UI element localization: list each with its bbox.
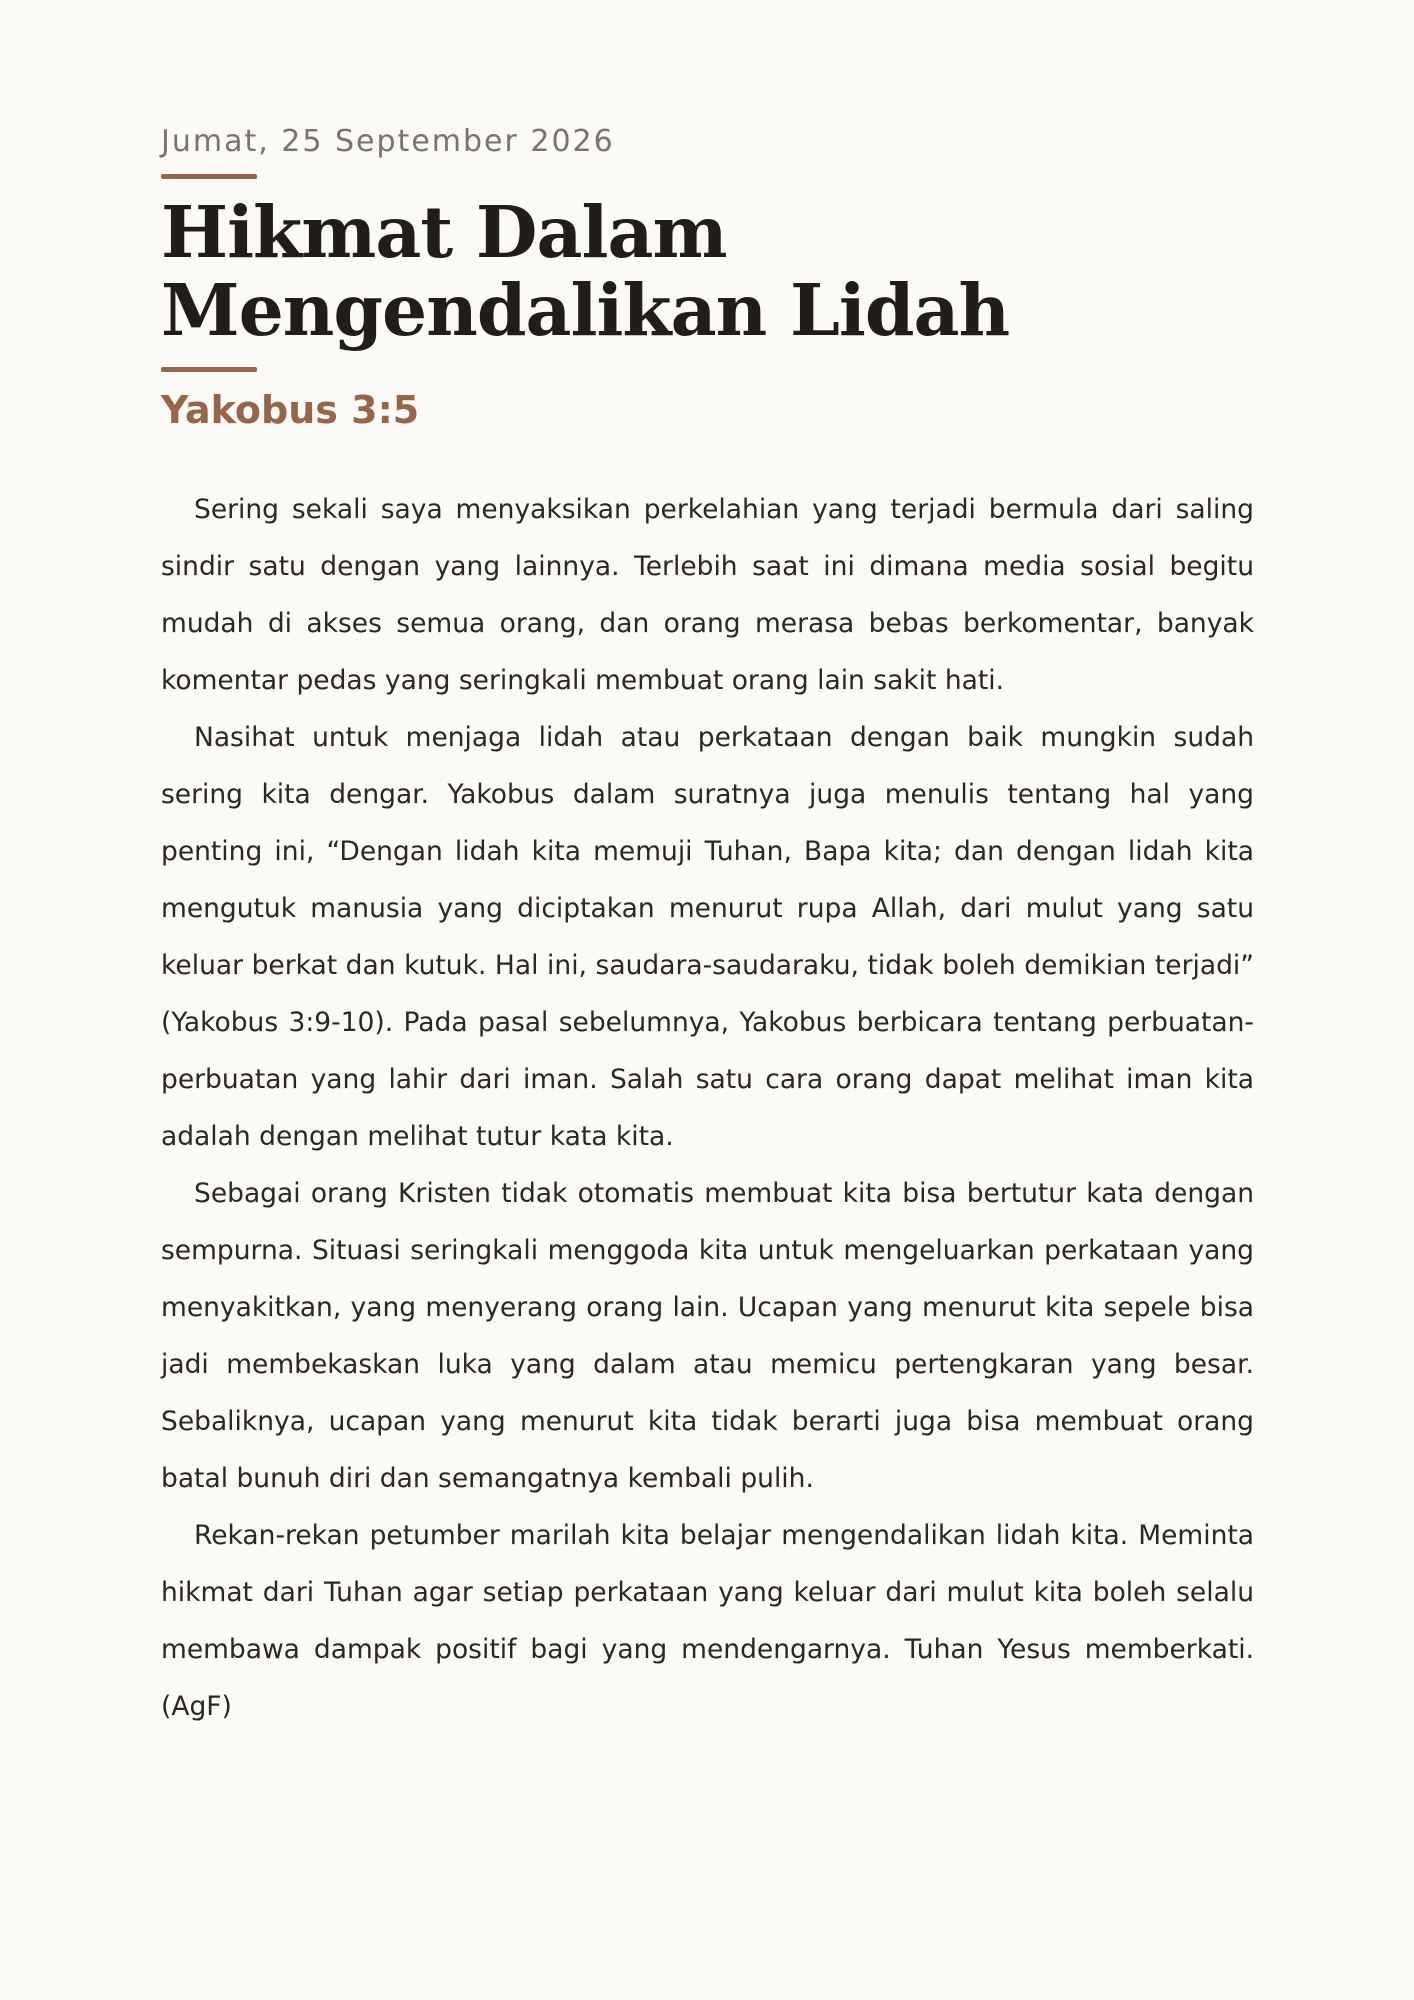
title-divider-top — [161, 174, 257, 179]
paragraph: Nasihat untuk menjaga lidah atau perkataan dengan baik mungkin sudah sering kita dengar. Yakobus dalam suratnya juga menulis tentang hal yang penting ini, “Dengan lidah kita memuji Tuhan, Bapa kita; dan dengan lidah kita mengutuk manusia yang diciptakan menurut rupa Allah, dari mulut yang satu keluar berkat dan kutuk. Hal ini, saudara-saudaraku, tidak boleh demikian terjadi” (Yakobus 3:9-10). Pada pasal sebelumnya, Yakobus berbicara tentang perbuatan-perbuatan yang lahir dari iman. Salah satu cara orang dapat melihat iman kita adalah dengan melihat tutur kata kita. — [161, 722, 1254, 1152]
devotional-page — [161, 124, 1254, 1735]
title-divider-bottom — [161, 367, 257, 372]
paragraph: Sering sekali saya menyaksikan perkelahian yang terjadi bermula dari saling sindir satu dengan yang lainnya. Terlebih saat ini dimana media sosial begitu mudah di akses semua orang, dan orang merasa bebas berkomentar, banyak komentar pedas yang seringkali membuat orang lain sakit hati. — [161, 494, 1254, 696]
paragraph: Sebagai orang Kristen tidak otomatis membuat kita bisa bertutur kata dengan sempurna. Situasi seringkali menggoda kita untuk mengeluarkan perkataan yang menyakitkan, yang menyerang orang lain. Ucapan yang menurut kita sepele bisa jadi membekaskan luka yang dalam atau memicu pertengkaran yang besar. Sebaliknya, ucapan yang menurut kita tidak berarti juga bisa membuat orang batal bunuh diri dan semangatnya kembali pulih. — [161, 1178, 1254, 1494]
page-title: Hikmat Dalam Mengendalikan Lidah — [161, 190, 1010, 352]
paragraph: Rekan-rekan petumber marilah kita belajar mengendalikan lidah kita. Meminta hikmat dari Tuhan agar setiap perkataan yang keluar dari mulut kita boleh selalu membawa dampak positif bagi yang mendengarnya. Tuhan Yesus memberkati. (AgF) — [161, 1520, 1254, 1722]
article-body — [161, 481, 1254, 1735]
date-label: Jumat, 25 September 2026 — [161, 124, 615, 159]
verse-reference: Yakobus 3:5 — [161, 388, 420, 432]
